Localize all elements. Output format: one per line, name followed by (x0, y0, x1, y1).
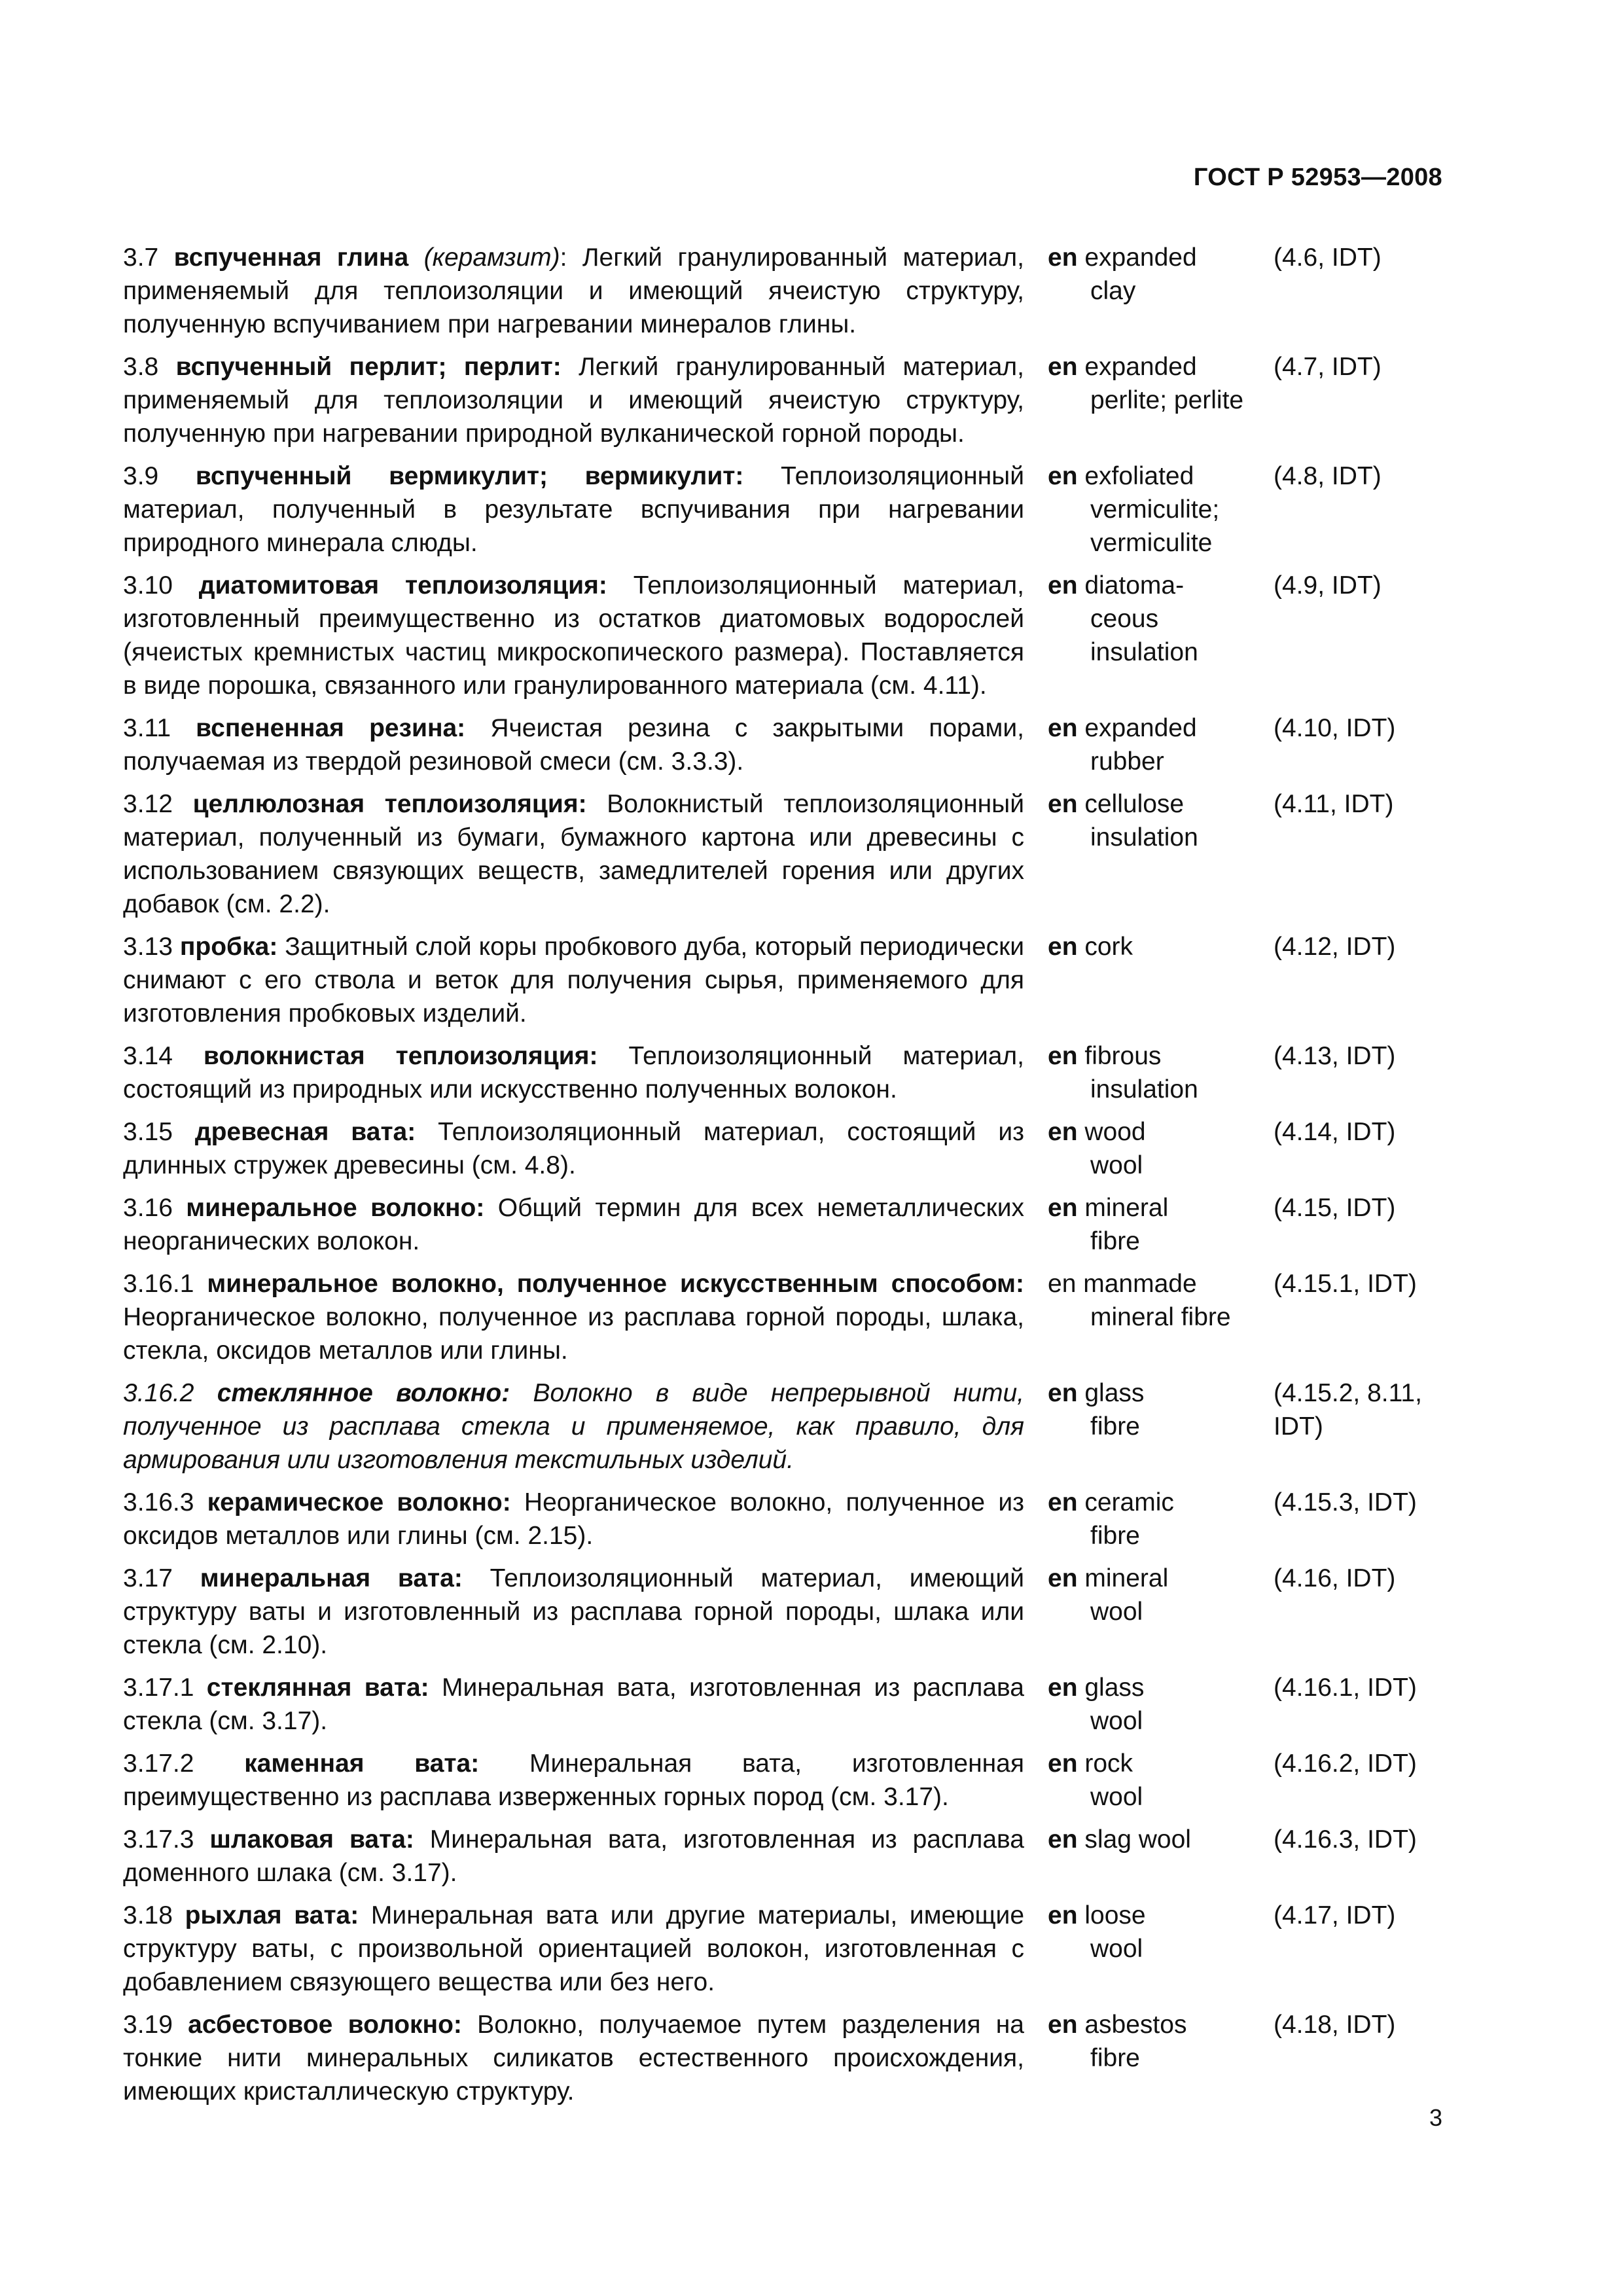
english-term-line2: wool (1090, 1707, 1143, 1735)
term-text: Легкий гранулированный материал, применяемый для теплоизоляции и имеющий ячеистую структуру, полученную при нагревании природной вулканической горной породы. (123, 353, 1024, 448)
term-text: Волокнистый теплоизоляционный материал, полученный из бумаги, бумажного картона или древесины с использованием связующих веществ, замедлителей горения или других добавок (см. 2.2). (123, 790, 1024, 918)
term-number: 3.18 (123, 1901, 185, 1929)
english-term-line1: mineral (1084, 1564, 1169, 1592)
english-term-line2: perlite; perlite (1090, 386, 1244, 414)
term-definition (123, 1115, 1024, 1182)
term-definition (123, 1376, 1024, 1477)
term-name: асбестовое волокно: (188, 2011, 462, 2039)
language-code: en (1048, 1042, 1085, 1070)
term-entry (123, 459, 1471, 560)
term-name: стеклянное волокно: (217, 1379, 510, 1407)
english-term-line1: wood (1084, 1118, 1146, 1146)
english-term-line1: manmade (1083, 1270, 1197, 1298)
term-entry (123, 1486, 1471, 1552)
term-entry (123, 1899, 1471, 1999)
term-number: 3.16 (123, 1194, 187, 1222)
english-equivalent (1048, 1039, 1260, 1106)
term-entry (123, 711, 1471, 778)
term-number: 3.16.1 (123, 1270, 207, 1298)
english-term-line2: rubber (1090, 747, 1164, 776)
english-equivalent (1048, 2008, 1260, 2108)
term-entry (123, 787, 1471, 921)
term-entry (123, 1115, 1471, 1182)
term-entry (123, 350, 1471, 450)
term-definition (123, 2008, 1024, 2108)
term-definition (123, 1039, 1024, 1106)
english-equivalent (1048, 930, 1260, 1030)
english-term-line2: wool (1090, 1783, 1143, 1811)
term-definition (123, 241, 1024, 341)
term-text: Теплоизоляционный материал, изготовленный преимущественно из остатков диатомовых водорослей (ячеистых кремнистых частиц микроскопического размера). Поставляется в виде порошка, связанного или гранулированного материала (см. 4.11). (123, 571, 1024, 700)
iso-reference: (4.15.3, IDT) (1274, 1488, 1417, 1516)
iso-reference: (4.10, IDT) (1274, 714, 1396, 742)
english-equivalent (1048, 1562, 1260, 1662)
english-term-line2: wool (1090, 1598, 1143, 1626)
iso-reference: (4.15.1, IDT) (1274, 1270, 1417, 1298)
term-number: 3.11 (123, 714, 196, 742)
english-equivalent (1048, 1191, 1260, 1258)
term-entry (123, 1823, 1471, 1890)
iso-reference: (4.14, IDT) (1274, 1118, 1396, 1146)
term-name: вспученный вермикулит; вермикулит: (195, 462, 744, 490)
iso-reference: (4.12, IDT) (1274, 933, 1396, 961)
term-number: 3.19 (123, 2011, 188, 2039)
english-term-line1: cellulose (1084, 790, 1185, 818)
english-equivalent (1048, 1671, 1260, 1738)
english-term-line1: expanded (1084, 714, 1197, 742)
language-code: en (1048, 1749, 1085, 1778)
english-term-line1: loose (1084, 1901, 1146, 1929)
iso-reference: (4.17, IDT) (1274, 1901, 1396, 1929)
term-definition (123, 459, 1024, 560)
language-code: en (1048, 571, 1085, 600)
term-text: Теплоизоляционный материал, полученный в результате вспучивания при нагревании природного минерала слюды. (123, 462, 1024, 557)
english-term-line2: fibre (1090, 1522, 1140, 1550)
term-number: 3.13 (123, 933, 180, 961)
term-number: 3.8 (123, 353, 176, 381)
language-code: en (1048, 790, 1085, 818)
term-name: минеральное волокно, полученное искусственным способом: (207, 1270, 1024, 1298)
term-name: каменная вата: (244, 1749, 480, 1778)
english-term-line2: vermiculite; vermiculite (1090, 495, 1220, 557)
term-name: шлаковая вата: (209, 1825, 414, 1854)
page-number: 3 (1429, 2104, 1442, 2131)
english-equivalent (1048, 569, 1260, 702)
term-entry (123, 1747, 1471, 1814)
english-term-line2: wool (1090, 1935, 1143, 1963)
term-definition (123, 1823, 1024, 1890)
term-definition (123, 350, 1024, 450)
term-text: Теплоизоляционный материал, состоящий из длинных стружек древесины (см. 4.8). (123, 1118, 1024, 1179)
term-text: Общий термин для всех неметаллических неорганических волокон. (123, 1194, 1024, 1255)
language-code: en (1048, 1825, 1085, 1854)
iso-reference: (4.15, IDT) (1274, 1194, 1396, 1222)
term-name: вспученная глина (173, 243, 409, 272)
term-definition (123, 1486, 1024, 1552)
english-term-line1: exfoliated (1084, 462, 1194, 490)
english-term-line1: ceramic (1084, 1488, 1174, 1516)
english-equivalent (1048, 459, 1260, 560)
term-name: целлюлозная теплоизоляция: (192, 790, 587, 818)
term-number: 3.17.3 (123, 1825, 210, 1854)
language-code: en (1048, 353, 1085, 381)
term-text: Ячеистая резина с закрытыми порами, получаемая из твердой резиновой смеси (см. 3.3.3). (123, 714, 1024, 776)
term-entry (123, 1191, 1471, 1258)
term-text: Теплоизоляционный материал, состоящий из природных или искусственно полученных волокон. (123, 1042, 1025, 1103)
term-number: 3.17.1 (123, 1674, 207, 1702)
term-text: Волокно, получаемое путем разделения на тонкие нити минеральных силикатов естественного происхождения, имеющих кристаллическую структуру. (123, 2011, 1024, 2106)
term-definition (123, 930, 1024, 1030)
iso-reference: (4.16.3, IDT) (1274, 1825, 1417, 1854)
term-entry (123, 1267, 1471, 1367)
term-definition (123, 1899, 1024, 1999)
iso-reference: (4.11, IDT) (1274, 790, 1394, 818)
term-text: Минеральная вата, изготовленная из расплава доменного шлака (см. 3.17). (123, 1825, 1024, 1887)
iso-reference: (4.18, IDT) (1274, 2011, 1396, 2039)
term-name: пробка: (179, 933, 278, 961)
term-text: Неорганическое волокно, полученное из оксидов металлов или глины (см. 2.15). (123, 1488, 1024, 1550)
language-code: en (1048, 462, 1085, 490)
english-equivalent (1048, 711, 1260, 778)
term-number: 3.17.2 (123, 1749, 245, 1778)
english-term-line2: fibre (1090, 1227, 1140, 1255)
english-term-line2: ceous insulation (1090, 605, 1198, 666)
english-term-line2: fibre (1090, 2044, 1140, 2072)
term-number: 3.16.3 (123, 1488, 207, 1516)
term-entry (123, 2008, 1471, 2108)
language-code: en (1048, 1118, 1085, 1146)
iso-reference: (4.16.1, IDT) (1274, 1674, 1417, 1702)
term-definition (123, 787, 1024, 921)
iso-reference: (4.16, IDT) (1274, 1564, 1396, 1592)
term-text: Теплоизоляционный материал, имеющий структуру ваты и изготовленный из расплава горной породы, шлака или стекла (см. 2.10). (123, 1564, 1024, 1659)
english-term-line2: clay (1090, 277, 1136, 305)
term-text: Минеральная вата, изготовленная преимущественно из расплава изверженных горных пород (см. 3.17). (123, 1749, 1024, 1811)
iso-reference: (4.9, IDT) (1274, 571, 1382, 600)
term-name: стеклянная вата: (206, 1674, 429, 1702)
term-name: диатомитовая теплоизоляция: (198, 571, 607, 600)
document-header: ГОСТ Р 52953—2008 (1193, 164, 1442, 191)
term-definition (123, 1191, 1024, 1258)
term-name: волокнистая теплоизоляция: (203, 1042, 598, 1070)
english-term-line1: slag wool (1084, 1825, 1191, 1854)
term-entry (123, 241, 1471, 341)
term-name: вспученный перлит; перлит: (175, 353, 562, 381)
language-code: en (1048, 933, 1085, 961)
iso-reference: (4.13, IDT) (1274, 1042, 1396, 1070)
term-definition (123, 711, 1024, 778)
english-term-line1: glass (1084, 1379, 1145, 1407)
english-equivalent (1048, 1115, 1260, 1182)
english-term-line1: expanded (1084, 243, 1197, 272)
english-equivalent (1048, 1823, 1260, 1890)
language-code: en (1048, 1901, 1085, 1929)
english-term-line1: rock (1084, 1749, 1133, 1778)
term-name: древесная вата: (194, 1118, 416, 1146)
term-text: Минеральная вата, изготовленная из расплава стекла (см. 3.17). (123, 1674, 1024, 1735)
term-number: 3.14 (123, 1042, 204, 1070)
term-number: 3.9 (123, 462, 196, 490)
term-entry (123, 930, 1471, 1030)
term-number: 3.16.2 (123, 1379, 217, 1407)
iso-reference: (4.15.2, 8.11, IDT) (1274, 1379, 1422, 1441)
english-equivalent (1048, 787, 1260, 921)
english-term-line2: wool (1090, 1151, 1143, 1179)
term-definition (123, 1562, 1024, 1662)
term-number: 3.12 (123, 790, 193, 818)
term-name: минеральная вата: (200, 1564, 463, 1592)
english-equivalent (1048, 1486, 1260, 1552)
english-term-line2: mineral fibre (1090, 1303, 1231, 1331)
term-text: Минеральная вата или другие материалы, имеющие структуру ваты, с произвольной ориентацией волокон, изготовленная с добавлением связующего вещества или без него. (123, 1901, 1025, 1996)
english-term-line1: fibrous (1084, 1042, 1162, 1070)
term-entry (123, 1376, 1471, 1477)
english-term-line1: mineral (1084, 1194, 1169, 1222)
term-entry (123, 569, 1471, 702)
term-number: 3.7 (123, 243, 174, 272)
iso-reference: (4.8, IDT) (1274, 462, 1382, 490)
language-code: en (1048, 1564, 1085, 1592)
term-text: Волокно в виде непрерывной нити, полученное из расплава стекла и применяемое, как правило, для армирования или изготовления текстильных изделий. (123, 1379, 1025, 1474)
term-definition (123, 1747, 1024, 1814)
iso-reference: (4.16.2, IDT) (1274, 1749, 1417, 1778)
english-term-line2: fibre (1090, 1412, 1140, 1441)
term-number: 3.17 (123, 1564, 200, 1592)
term-definition (123, 1671, 1024, 1738)
term-text: Неорганическое волокно, полученное из расплава горной породы, шлака, стекла, оксидов металлов или глины. (123, 1303, 1024, 1365)
language-code: en (1048, 1270, 1084, 1298)
english-term-line1: cork (1084, 933, 1133, 961)
english-term-line1: glass (1084, 1674, 1145, 1702)
term-synonym: (керамзит) (408, 243, 560, 272)
term-list (123, 241, 1471, 2117)
term-definition (123, 569, 1024, 702)
english-term-line2: insulation (1090, 1075, 1198, 1103)
term-name: керамическое волокно: (207, 1488, 511, 1516)
english-term-line1: diatoma- (1084, 571, 1185, 600)
language-code: en (1048, 714, 1085, 742)
english-term-line2: insulation (1090, 823, 1198, 852)
english-equivalent (1048, 350, 1260, 450)
term-text: : Легкий гранулированный материал, применяемый для теплоизоляции и имеющий ячеистую структуру, полученную вспучиванием при нагревании минералов глины. (123, 243, 1024, 338)
english-equivalent (1048, 1899, 1260, 1999)
english-equivalent (1048, 241, 1260, 341)
term-number: 3.10 (123, 571, 199, 600)
english-equivalent (1048, 1376, 1260, 1477)
english-equivalent (1048, 1267, 1260, 1367)
language-code: en (1048, 2011, 1085, 2039)
term-text: Защитный слой коры пробкового дуба, который периодически снимают с его ствола и веток для получения сырья, применяемого для изготовления пробковых изделий. (123, 933, 1024, 1028)
english-equivalent (1048, 1747, 1260, 1814)
term-entry (123, 1671, 1471, 1738)
language-code: en (1048, 243, 1085, 272)
language-code: en (1048, 1379, 1085, 1407)
iso-reference: (4.6, IDT) (1274, 243, 1382, 272)
term-name: вспененная резина: (196, 714, 466, 742)
iso-reference: (4.7, IDT) (1274, 353, 1382, 381)
term-number: 3.15 (123, 1118, 195, 1146)
language-code: en (1048, 1488, 1085, 1516)
term-name: рыхлая вата: (185, 1901, 359, 1929)
english-term-line1: asbestos (1084, 2011, 1187, 2039)
language-code: en (1048, 1194, 1085, 1222)
language-code: en (1048, 1674, 1085, 1702)
term-entry (123, 1039, 1471, 1106)
term-name: минеральное волокно: (186, 1194, 485, 1222)
english-term-line1: expanded (1084, 353, 1197, 381)
term-entry (123, 1562, 1471, 1662)
term-definition (123, 1267, 1024, 1367)
